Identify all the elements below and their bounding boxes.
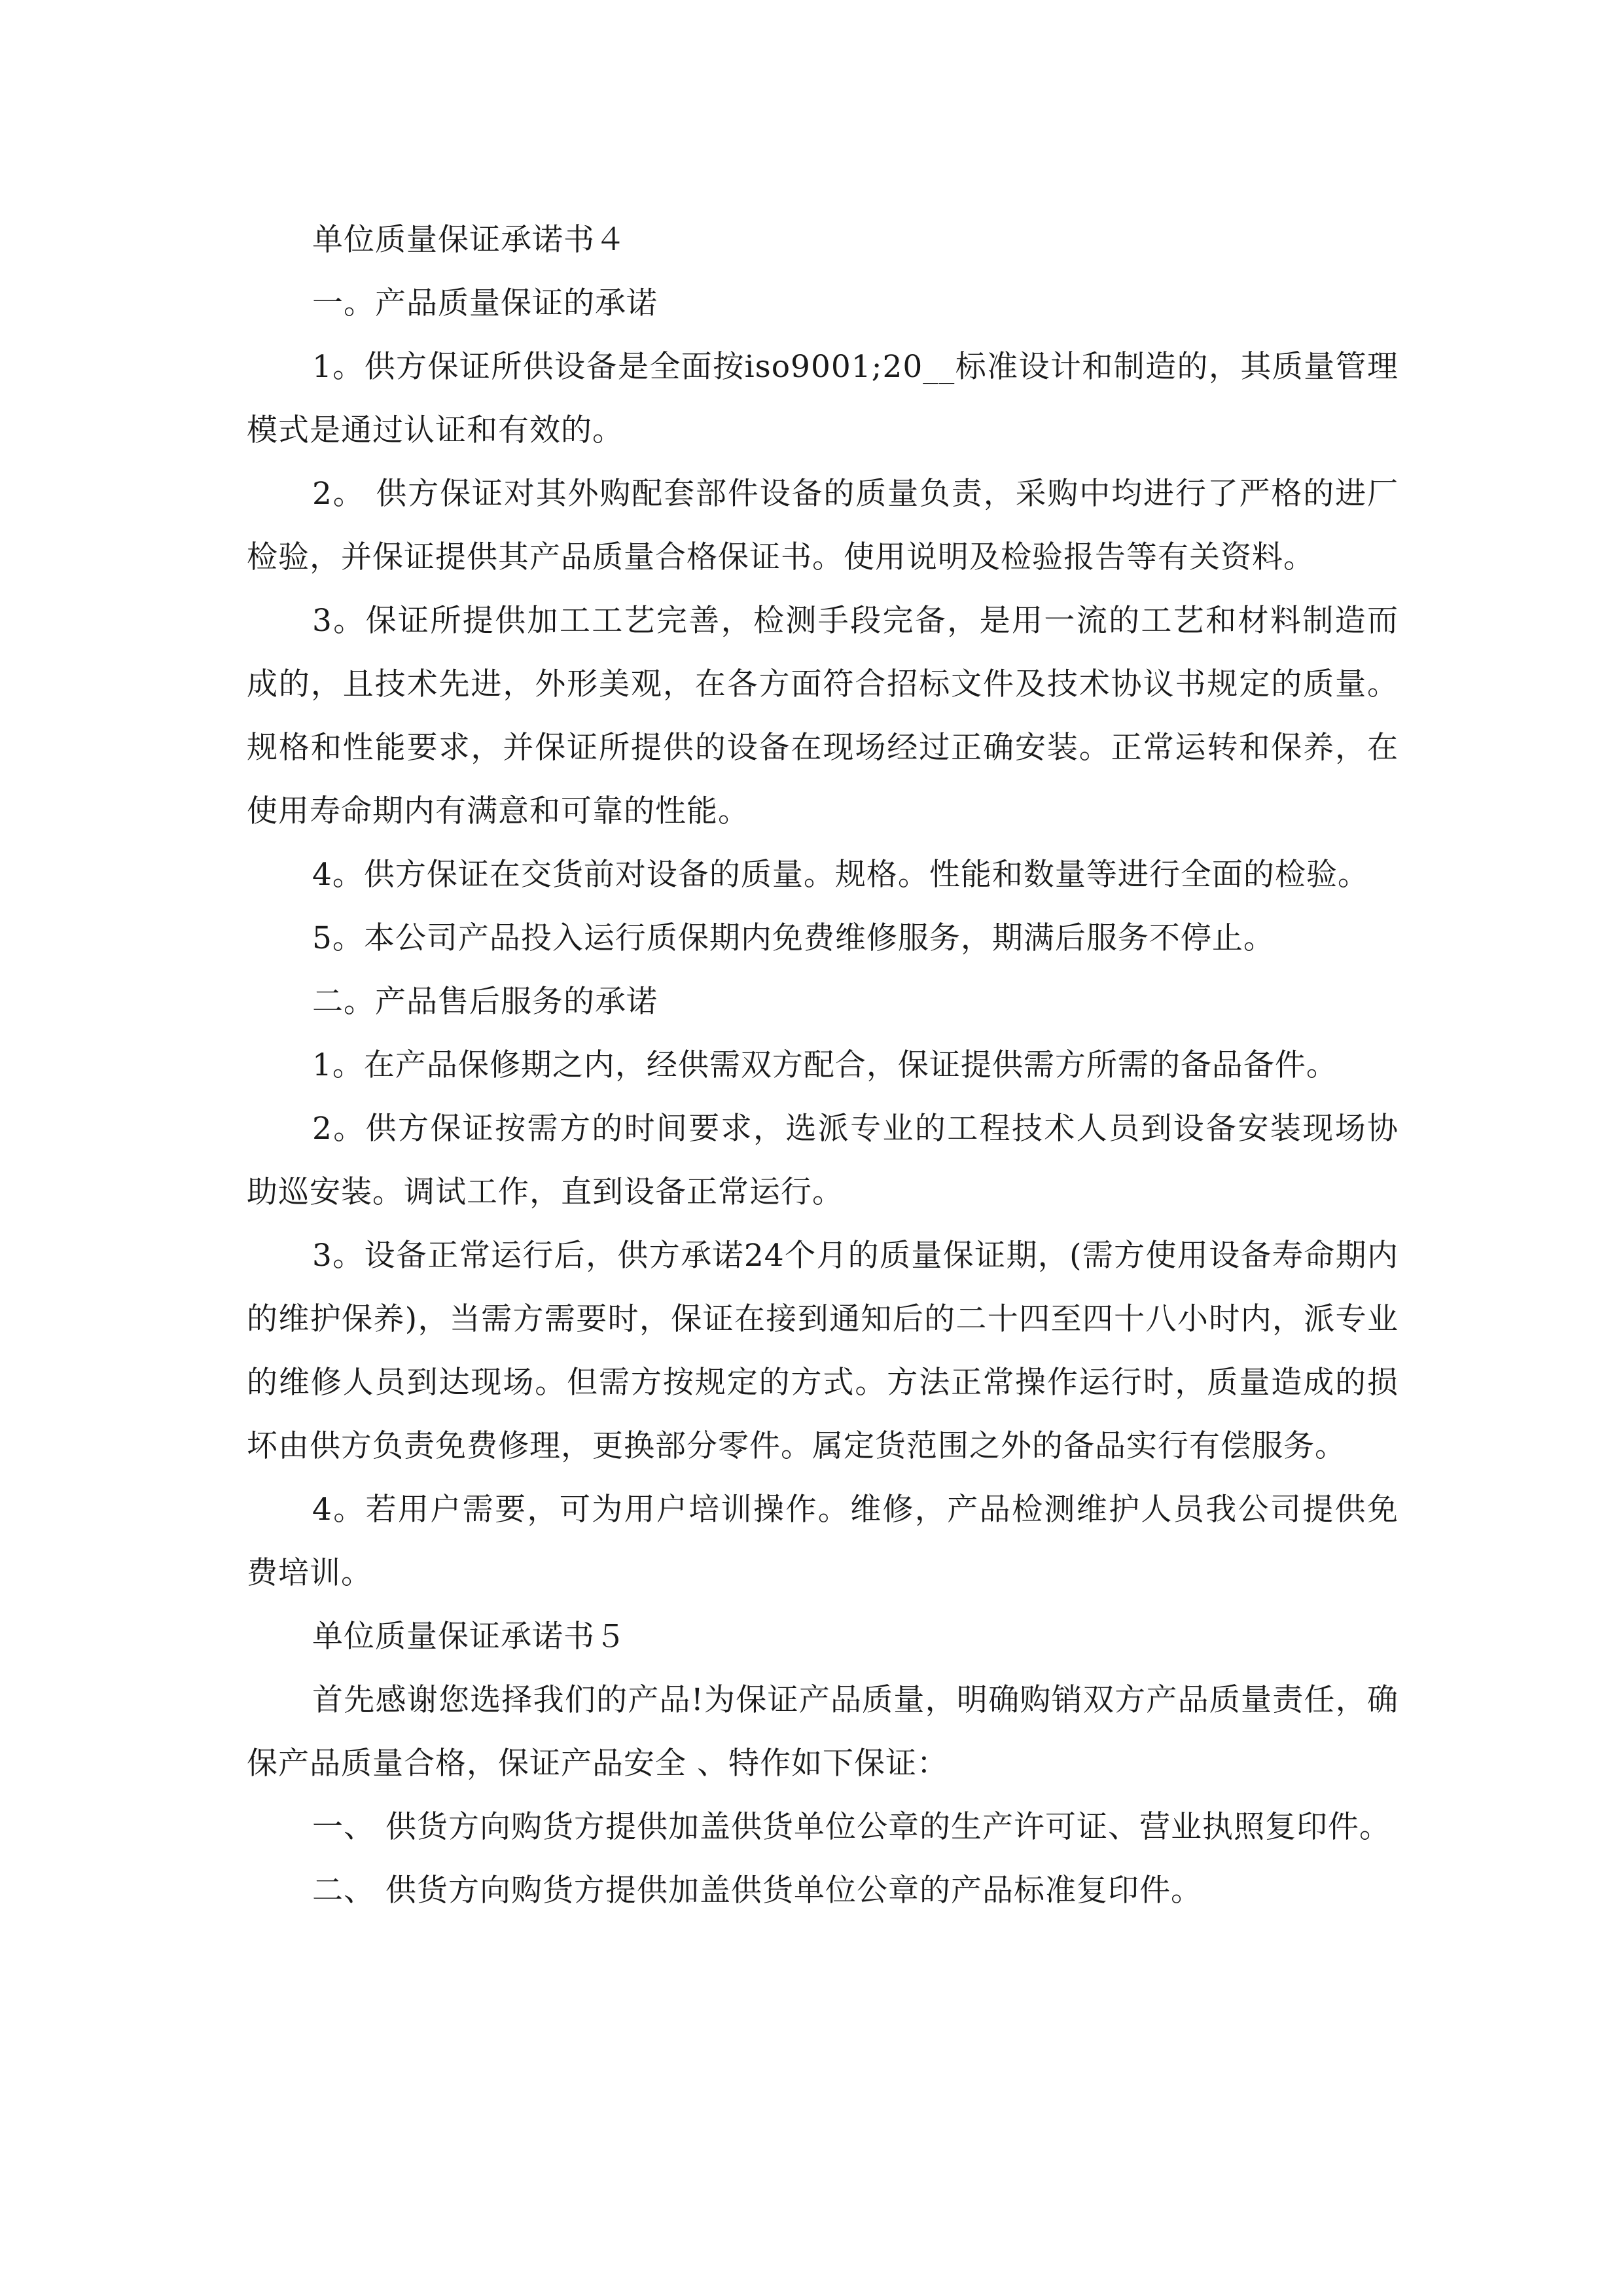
paragraph: 2。供方保证按需方的时间要求，选派专业的工程技术人员到设备安装现场协助巡安装。调试工作，直到设备正常运行。 [247,1111,1399,1210]
paragraph: 4。供方保证在交货前对设备的质量。规格。性能和数量等进行全面的检验。 [312,857,1369,893]
section-title: 单位质量保证承诺书５ [312,1619,626,1655]
paragraph: 5。本公司产品投入运行质保期内免费维修服务，期满后服务不停止。 [312,920,1275,956]
document-body [247,208,1399,1922]
paragraph: 二、 供货方向购货方提供加盖供货单位公章的产品标准复印件。 [312,1873,1202,1909]
section-heading: 二。产品售后服务的承诺 [312,984,658,1020]
paragraph: 首先感谢您选择我们的产品!为保证产品质量，明确购销双方产品质量责任，确保产品质量合格，保证产品安全 、特作如下保证： [247,1682,1399,1782]
paragraph: 4。若用户需要，可为用户培训操作。维修，产品检测维护人员我公司提供免费培训。 [247,1492,1399,1591]
paragraph: 3。设备正常运行后，供方承诺24个月的质量保证期，(需方使用设备寿命期内的维护保养)，当需方需要时，保证在接到通知后的二十四至四十八小时内，派专业的维修人员到达现场。但需方按规定的方式。方法正常操作运行时，质量造成的损坏由供方负责免费修理，更换部分零件。属定货范围之外的备品实行有偿服务。 [247,1238,1399,1464]
section-title: 单位质量保证承诺书４ [312,222,626,258]
section-heading: 一。产品质量保证的承诺 [312,285,658,321]
paragraph: 2。 供方保证对其外购配套部件设备的质量负责，采购中均进行了严格的进厂检验，并保证提供其产品质量合格保证书。使用说明及检验报告等有关资料。 [247,476,1399,575]
paragraph: 1。在产品保修期之内，经供需双方配合，保证提供需方所需的备品备件。 [312,1047,1338,1083]
paragraph: 一、 供货方向购货方提供加盖供货单位公章的生产许可证、营业执照复印件。 [312,1809,1391,1845]
paragraph: 1。供方保证所供设备是全面按iso9001;20__标准设计和制造的，其质量管理模式是通过认证和有效的。 [247,349,1399,448]
paragraph: 3。保证所提供加工工艺完善，检测手段完备，是用一流的工艺和材料制造而成的，且技术先进，外形美观，在各方面符合招标文件及技术协议书规定的质量。规格和性能要求，并保证所提供的设备在现场经过正确安装。正常运转和保养，在使用寿命期内有满意和可靠的性能。 [247,603,1399,829]
